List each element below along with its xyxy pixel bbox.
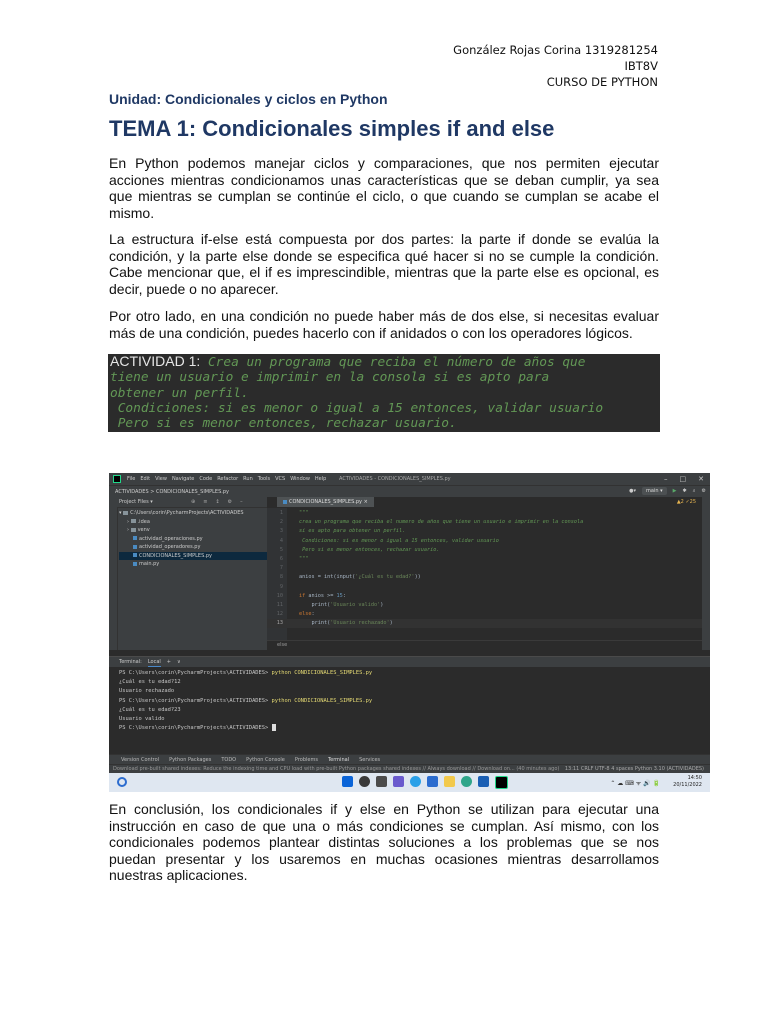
code-text: crea un programa que reciba el numero de años que tiene un usuario e imprimir en la consola <box>299 519 584 526</box>
project-tab-label: Project Files <box>119 499 149 505</box>
document-header <box>453 42 658 90</box>
terminal-command: python CONDICIONALES_SIMPLES.py <box>271 697 373 704</box>
folder-icon <box>131 528 136 532</box>
menu-refactor[interactable]: Refactor <box>217 476 239 482</box>
terminal-line: ¿Cuál es tu edad?12 <box>119 679 181 686</box>
tree-item-label: C:\Users\corin\PycharmProjects\ACTIVIDADES <box>130 510 244 516</box>
python-file-icon <box>283 500 287 504</box>
code-text: : <box>342 592 346 599</box>
folder-icon <box>131 519 136 523</box>
tree-item-label: .idea <box>137 518 150 525</box>
code-line: 8 anios = int(input('¿Cuál es tu edad?')) <box>279 574 421 581</box>
code-number: 15 <box>336 592 343 599</box>
tree-item-label: main.py <box>139 561 160 567</box>
terminal-line: Usuario valido <box>119 715 165 722</box>
terminal-tabs <box>109 657 710 667</box>
code-line: 12 else: <box>276 611 315 618</box>
code-line: 9 <box>279 583 283 590</box>
terminal-title: Terminal: <box>119 659 142 665</box>
tab-services[interactable]: Services <box>359 757 381 763</box>
terminal-prompt: PS C:\Users\corin\PycharmProjects\ACTIVIDADES> <box>119 670 272 676</box>
left-tool-strip <box>109 507 118 650</box>
menu-window[interactable]: Window <box>290 476 310 482</box>
tab-version-control[interactable]: Version Control <box>121 757 160 763</box>
python-file-icon <box>133 562 137 566</box>
status-right: 13:11 CRLF UTF-8 4 spaces Python 3.10 (ACTIVIDADES) <box>564 766 704 772</box>
tab-todo[interactable]: TODO <box>221 757 237 763</box>
activity-box <box>108 354 660 432</box>
terminal-prompt: PS C:\Users\corin\PycharmProjects\ACTIVIDADES> <box>119 697 272 704</box>
code-string: '¿Cuál es tu edad?' <box>355 574 415 581</box>
code-keyword: else <box>299 611 312 618</box>
gear-icon[interactable]: ⚙ <box>227 499 233 505</box>
tree-item-label: CONDICIONALES_SIMPLES.py <box>139 552 212 559</box>
edge-icon[interactable] <box>461 776 472 787</box>
terminal-cursor <box>272 724 276 731</box>
code-text: Condiciones: si es menor o igual a 15 entonces, validar usuario <box>299 537 499 544</box>
terminal-line <box>119 669 699 678</box>
terminal-line <box>119 724 699 733</box>
terminal-command: python CONDICIONALES_SIMPLES.py <box>271 670 373 676</box>
terminal-line: Usuario rechazado <box>119 688 175 695</box>
settings-icon[interactable]: ⚙ <box>701 488 706 494</box>
right-tool-strip <box>702 497 710 650</box>
status-bar <box>109 764 710 773</box>
start-icon[interactable] <box>342 776 353 787</box>
expand-icon[interactable]: ↕ <box>215 499 220 505</box>
code-text: print( <box>299 620 331 627</box>
menu-edit[interactable]: Edit <box>140 476 151 482</box>
menu-vcs[interactable]: VCS <box>275 476 286 482</box>
author-line: González Rojas Corina 1319281254 <box>453 43 658 57</box>
clock-time: 14:50 <box>687 775 702 781</box>
conclusion-paragraph: En conclusión, los condicionales if y else en Python se utilizan para ejecutar una instrucción en caso de que una o más condiciones se cumplan. Así mismo, con los condicionales podemos plantear distintas soluciones a los problemas que se nos puedan presentar y los usaremos en muchas ocasiones mientras desarrollamos nuestras aplicaciones. <box>109 801 659 883</box>
activity-line-3: obtener un perfil. <box>110 385 249 401</box>
run-icon[interactable]: ▶ <box>672 488 677 494</box>
code-line-current: 13 print('Usuario rechazado') <box>267 619 710 628</box>
clock[interactable] <box>673 775 702 789</box>
tree-item-venv[interactable]: › venv <box>127 527 150 533</box>
python-file-icon <box>133 536 137 540</box>
editor-tab[interactable]: CONDICIONALES_SIMPLES.py × <box>277 497 374 507</box>
minimize-icon[interactable]: – <box>664 475 668 483</box>
intro-paragraph: En Python podemos manejar ciclos y comparaciones, que nos permiten ejecutar acciones mientras condicionamos unas características que se deban cumplir, ya sea que mientras se cumplan se continúe el ciclo, o que cuando se cumplan se acabe el mismo. <box>109 155 659 221</box>
terminal-line: ¿Cuál es tu edad?23 <box>119 706 181 713</box>
code-line: 6 """ <box>279 555 309 562</box>
project-panel-header <box>109 497 267 508</box>
close-icon[interactable]: ✕ <box>698 475 704 483</box>
tree-item-label: actividad_operaciones.py <box>139 535 203 542</box>
activity-line-4: Condiciones: si es menor o igual a 15 entonces, validar usuario <box>110 400 604 416</box>
ide-window-title: ACTIVIDADES - CONDICIONALES_SIMPLES.py <box>339 476 451 482</box>
tree-item-file[interactable] <box>119 543 267 552</box>
python-file-icon <box>133 553 137 557</box>
code-line: 5 Pero si es menor entonces, rechazar usuario. <box>279 546 440 553</box>
code-text: """ <box>299 510 309 516</box>
menu-navigate[interactable]: Navigate <box>171 476 195 482</box>
code-text: : <box>311 611 315 618</box>
tool-window-bar <box>109 754 710 764</box>
code-keyword: if <box>299 592 306 599</box>
folder-icon <box>123 511 128 515</box>
code-text: ) <box>389 620 393 627</box>
group-line: IBT8V <box>624 59 658 73</box>
code-line: 4 Condiciones: si es menor o igual a 15 entonces, validar usuario <box>279 537 499 544</box>
search-icon[interactable] <box>359 776 370 787</box>
code-text: si es apto para obtener un perfil. <box>299 528 406 535</box>
code-line: 1 """ <box>279 510 309 516</box>
code-text: Pero si es menor entonces, rechazar usuario. <box>299 546 440 553</box>
unit-title: Unidad: Condicionales y ciclos en Python <box>109 91 388 107</box>
menu-file[interactable]: File <box>127 476 136 482</box>
topic-title: TEMA 1: Condicionales simples if and else <box>109 116 555 141</box>
code-string: 'Usuario valido' <box>330 601 381 608</box>
code-text: anios = int(input( <box>299 574 356 581</box>
widgets-icon[interactable] <box>117 777 127 787</box>
nested-paragraph: Por otro lado, en una condición no puede haber más de dos else, si necesitas evaluar más de una condición, puedes hacerlo con if anidados o con los operadores lógicos. <box>109 308 659 341</box>
code-text: )) <box>414 574 421 581</box>
collapse-icon[interactable]: ≡ <box>203 499 208 505</box>
tree-item-idea[interactable]: › .idea <box>127 518 150 525</box>
menu-tools[interactable]: Tools <box>257 476 271 482</box>
windows-taskbar <box>109 773 710 792</box>
code-line: 3 si es apto para obtener un perfil. <box>279 528 406 535</box>
tree-item-root[interactable]: ▾ C:\Users\corin\PycharmProjects\ACTIVIDADES <box>119 510 244 516</box>
nav-toolbar <box>629 487 706 495</box>
editor-tab-label: CONDICIONALES_SIMPLES.py <box>289 499 362 505</box>
project-files-tab[interactable]: Project Files ▾ <box>119 499 153 505</box>
project-tools <box>191 499 243 505</box>
ide-menu-bar <box>109 473 710 485</box>
file-explorer-icon[interactable] <box>444 776 455 787</box>
tree-item-file[interactable] <box>119 535 267 544</box>
code-text: print( <box>299 601 331 608</box>
clock-date: 20/11/2022 <box>673 782 702 788</box>
debug-icon[interactable]: ✱ <box>682 488 687 494</box>
activity-line-2: tiene un usuario e imprimir en la consola si es apto para <box>110 370 550 386</box>
user-icon[interactable]: ●▾ <box>629 488 637 494</box>
activity-line-5: Pero si es menor entonces, rechazar usuario. <box>110 416 457 432</box>
ide-menu <box>127 476 326 482</box>
task-view-icon[interactable] <box>376 776 387 787</box>
maximize-icon[interactable]: □ <box>679 475 687 483</box>
chat-icon[interactable] <box>393 776 404 787</box>
tree-item-label: actividad_operadores.py <box>139 544 201 550</box>
terminal-line <box>119 697 699 706</box>
code-line: 2 crea un programa que reciba el numero de años que tiene un usuario e imprimir en la consola <box>279 519 584 526</box>
tree-item-file[interactable] <box>119 560 267 569</box>
camera-icon[interactable] <box>427 776 438 787</box>
taskbar-apps <box>342 776 508 789</box>
tree-item-file-selected[interactable] <box>119 552 267 561</box>
code-editor[interactable] <box>267 497 710 650</box>
chevron-down-icon[interactable]: ∨ <box>177 659 181 665</box>
code-string: 'Usuario rechazado' <box>330 620 390 627</box>
pycharm-taskbar-icon[interactable] <box>495 776 508 789</box>
terminal-prompt: PS C:\Users\corin\PycharmProjects\ACTIVIDADES> <box>119 725 272 732</box>
activity-text-1: Crea un programa que reciba el número de años que <box>200 355 586 370</box>
menu-view[interactable]: View <box>155 476 167 482</box>
ide-screenshot <box>109 473 710 792</box>
status-message[interactable]: Download pre-built shared indexes: Reduce the indexing time and CPU load with pre-built Python packages shared indexes // Always download // Download on... (40 minutes ago) <box>113 766 560 772</box>
menu-help[interactable]: Help <box>314 476 327 482</box>
new-terminal-icon[interactable]: + <box>166 659 171 665</box>
window-controls <box>664 475 704 483</box>
menu-code[interactable]: Code <box>199 476 213 482</box>
tab-terminal[interactable]: Terminal <box>327 757 350 763</box>
activity-line-1 <box>110 354 658 370</box>
code-line: 7 <box>279 565 283 572</box>
code-text: """ <box>299 555 309 562</box>
word-icon[interactable] <box>478 776 489 787</box>
tab-python-console[interactable]: Python Console <box>246 757 285 763</box>
terminal-panel[interactable] <box>109 656 710 755</box>
code-lines <box>267 509 710 628</box>
inspection-badge[interactable]: ▲2 ✓25 <box>676 499 696 505</box>
tab-problems[interactable]: Problems <box>294 757 318 763</box>
code-text: ) <box>380 601 384 608</box>
run-config-button[interactable]: main ▾ <box>642 487 667 495</box>
course-line: CURSO DE PYTHON <box>546 75 658 89</box>
pycharm-logo-icon <box>113 475 121 483</box>
project-tree <box>119 509 267 569</box>
branch-label: main <box>646 488 659 494</box>
tree-item-label: venv <box>137 527 150 533</box>
project-panel <box>109 497 267 650</box>
code-line: 10 if anios >= 15: <box>276 592 346 599</box>
locate-icon[interactable]: ⊕ <box>191 499 196 505</box>
code-line: 11 print('Usuario valido') <box>276 601 384 608</box>
search-icon[interactable]: ⌕ <box>692 488 696 494</box>
system-tray[interactable]: ⌃ ☁ ⌨ ᯤ 🔊 🔋 <box>610 780 660 787</box>
tab-python-packages[interactable]: Python Packages <box>169 757 212 763</box>
tab-local[interactable]: Local <box>147 659 161 665</box>
ifelse-paragraph: La estructura if-else está compuesta por dos partes: la parte if donde se evalúa la condición, y la parte else donde se especifica qué hacer si no se cumple la condición. Cabe mencionar que, el if es imprescindible, mientras que la parte else es opcional, es decir, puede o no aparecer. <box>109 231 659 297</box>
python-file-icon <box>133 545 137 549</box>
terminal-output <box>119 669 699 733</box>
hide-icon[interactable]: – <box>240 499 243 505</box>
breadcrumb[interactable]: ACTIVIDADES > CONDICIONALES_SIMPLES.py <box>115 489 229 495</box>
editor-breadcrumb: else <box>267 640 710 650</box>
activity-label: ACTIVIDAD 1: <box>110 353 201 369</box>
cortana-icon[interactable] <box>410 776 421 787</box>
code-text: anios >= <box>305 592 337 599</box>
menu-run[interactable]: Run <box>243 476 253 482</box>
